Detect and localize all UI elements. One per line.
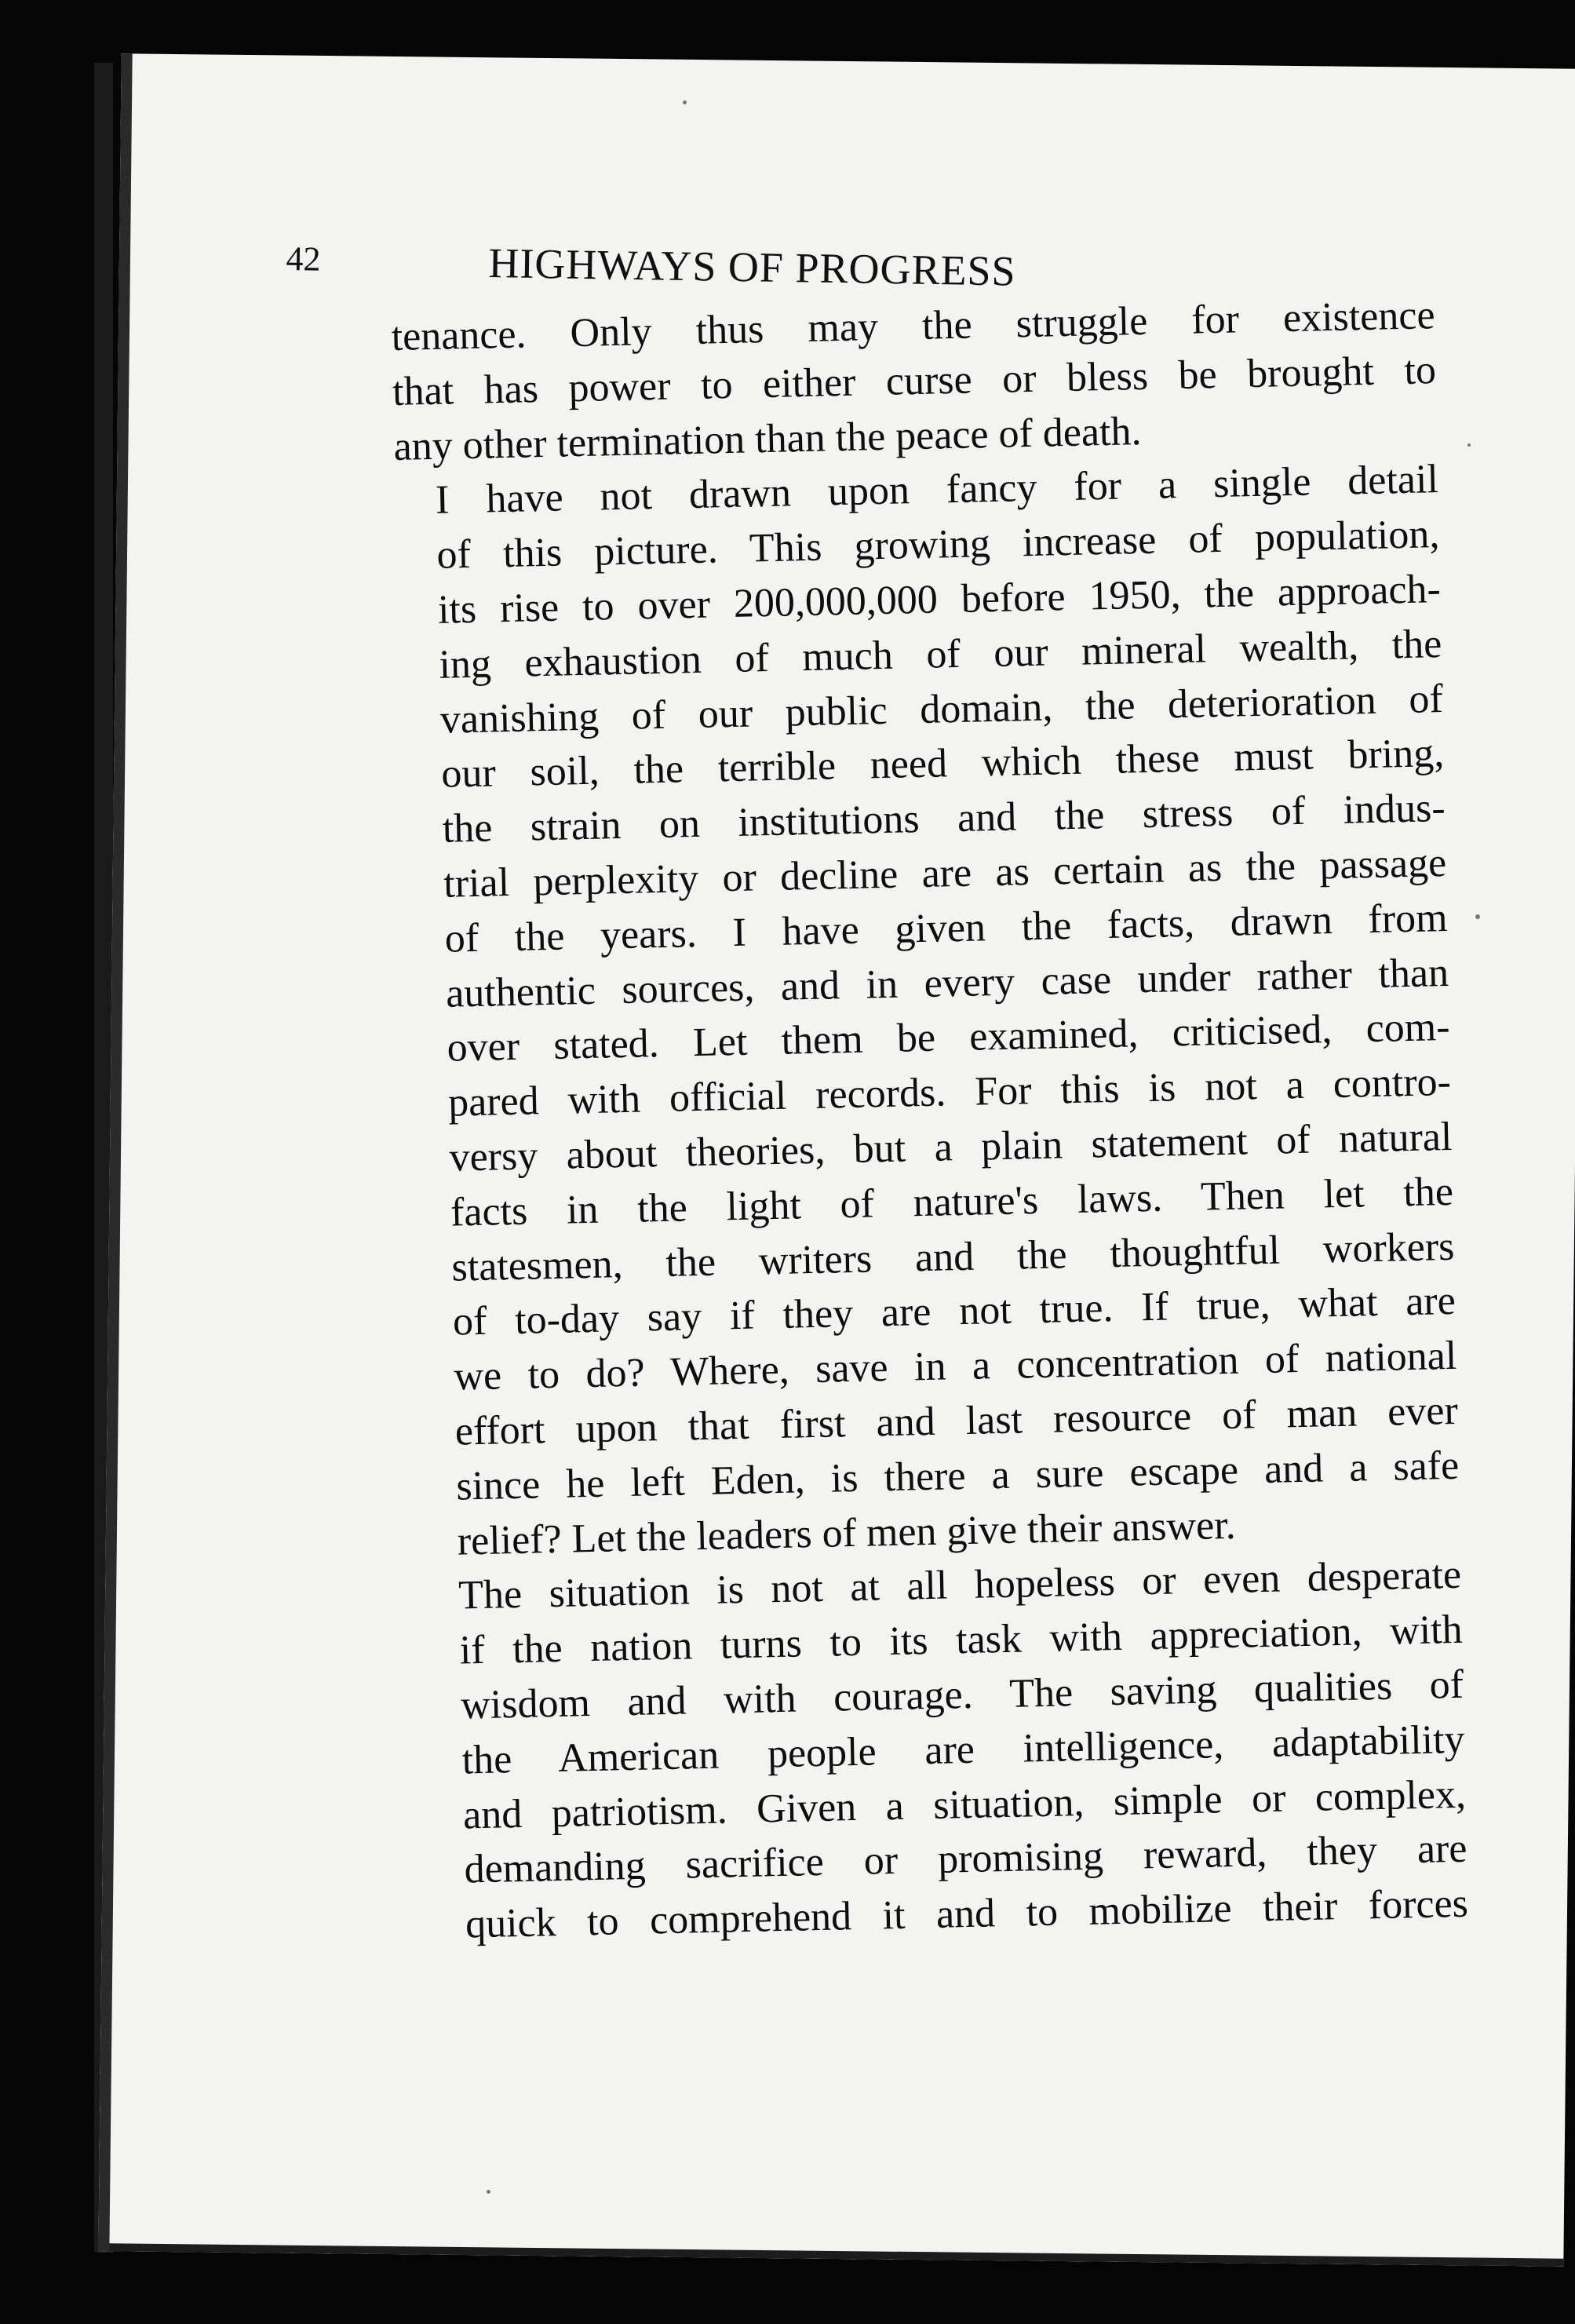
- text-line: demanding sacrifice or promising reward, they are: [464, 1826, 1467, 1892]
- text-line: authentic sources, and in every case under rather than: [445, 950, 1449, 1016]
- text-line: that has power to either curse or bless be brought to: [392, 347, 1437, 414]
- text-line: the strain on institutions and the stress of indus-: [442, 786, 1446, 852]
- text-line: statesmen, the writers and the thoughtful workers: [450, 1224, 1455, 1290]
- book-title: HIGHWAYS OF PROGRESS: [488, 239, 1017, 295]
- text-line: versy about theories, but a plain statement of natural: [449, 1114, 1453, 1180]
- text-line: trial perplexity or decline are as certain as the passage: [443, 840, 1447, 907]
- text-line: relief? Let the leaders of men give their answer.: [457, 1502, 1237, 1564]
- text-line: the American people are intelligence, adaptability: [461, 1717, 1466, 1783]
- text-line: tenance. Only thus may the struggle for existence: [391, 293, 1436, 359]
- text-line: quick to comprehend it and to mobilize their forces: [465, 1881, 1469, 1947]
- text-line: wisdom and with courage. The saving qualities of: [460, 1662, 1464, 1728]
- text-line: any other termination than the peace of death.: [393, 408, 1142, 469]
- text-line: facts in the light of nature's laws. Then let the: [450, 1169, 1454, 1235]
- paragraph-3: [417, 1548, 1469, 1953]
- text-line: pared with official records. For this is not a contro-: [447, 1060, 1452, 1126]
- paragraph-1: [391, 288, 1438, 474]
- scan-speck: [1475, 914, 1480, 919]
- text-line: ing exhaustion of much of our mineral wealth, the: [438, 621, 1442, 688]
- scan-speck: [1467, 443, 1471, 447]
- text-line: of the years. I have given the facts, drawn from: [444, 895, 1449, 961]
- text-line: over stated. Let them be examined, criticised, com-: [447, 1005, 1451, 1071]
- text-line: The situation is not at all hopeless or even desperate: [458, 1552, 1462, 1618]
- text-line: of this picture. This growing increase of population,: [436, 512, 1440, 578]
- text-line: of to-day say if they are not true. If true, what are: [452, 1279, 1457, 1344]
- text-line: and patriotism. Given a situation, simple or complex,: [462, 1771, 1467, 1837]
- text-line: I have not drawn upon fancy for a single detail: [435, 457, 1439, 524]
- page-number: 42: [286, 239, 321, 279]
- text-line: we to do? Where, save in a concentration of national: [453, 1333, 1457, 1399]
- scan-speck: [487, 2190, 490, 2194]
- paragraph-2: [394, 452, 1460, 1569]
- text-line: effort upon that first and last resource of man ever: [454, 1388, 1459, 1454]
- text-line: vanishing of our public domain, the deterioration of: [439, 676, 1444, 742]
- text-line: if the nation turns to its task with appreciation, with: [459, 1607, 1464, 1673]
- body-text: [391, 288, 1469, 1953]
- text-line: its rise to over 200,000,000 before 1950, the approach-: [437, 567, 1442, 633]
- text-line: our soil, the terrible need which these must bring,: [440, 731, 1445, 797]
- scan-speck: [683, 100, 687, 104]
- text-line: since he left Eden, is there a sure escape and a safe: [455, 1443, 1460, 1509]
